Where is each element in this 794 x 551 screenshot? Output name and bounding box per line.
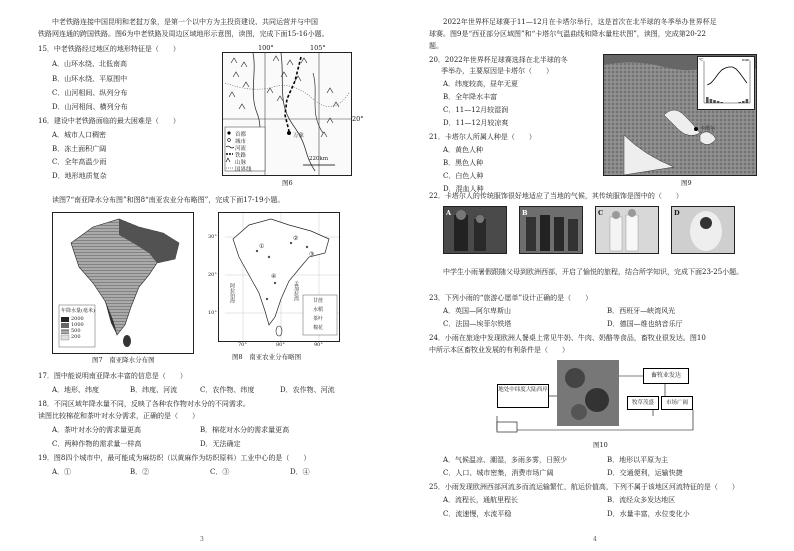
option[interactable]: C．流速慢，水流平稳 xyxy=(443,510,512,518)
photo-letter: B xyxy=(522,209,528,217)
intro-text: 中老铁路连接中国昆明和老挝万象，是第一个以中方为主投资建设、共同运营并与中国 xyxy=(52,18,318,26)
photo-letter: D xyxy=(674,209,680,217)
option[interactable]: A．气候温凉、潮湿，多雨多雾，日照少 xyxy=(443,456,568,464)
option[interactable]: A．纬度较高，昼年无夏 xyxy=(443,80,519,88)
legend-value: 200 xyxy=(71,334,81,340)
precip-bar xyxy=(706,97,709,103)
option[interactable]: D．德国—维也纳音乐厅 xyxy=(607,320,683,328)
question-24: 中所示本区畜牧业发展的有利条件是（ ） xyxy=(429,346,569,354)
city-marker-1: ① xyxy=(259,243,265,250)
precip-bar xyxy=(713,100,716,103)
option[interactable]: C．山河相间、纵列分布 xyxy=(52,89,128,97)
option[interactable]: D．11—12月较凉爽 xyxy=(443,119,509,127)
option[interactable]: A．城市人口稠密 xyxy=(52,131,107,139)
option[interactable]: A．山环水绕、北低南高 xyxy=(52,60,128,68)
option[interactable]: B．流经众多发达地区 xyxy=(607,496,676,504)
legend-city: 城市 xyxy=(235,139,247,145)
question-21: 21．卡塔尔人所属人种是（ ） xyxy=(429,133,536,141)
box-empty xyxy=(497,422,517,432)
option[interactable]: D．交通便利，运输快捷 xyxy=(607,469,683,477)
option[interactable]: B．冻土面积广阔 xyxy=(52,145,107,153)
legend-river: 河流 xyxy=(235,146,247,152)
legend-cotton: 棉花 xyxy=(313,325,324,331)
option[interactable]: D．水量丰富，水位变化小 xyxy=(607,510,690,518)
option[interactable]: D．农作物、河流 xyxy=(280,386,335,394)
legend-railway: 铁路 xyxy=(235,153,247,159)
longitude-label: 70° xyxy=(238,342,247,348)
figure-6-caption: 图6 xyxy=(282,179,293,187)
option[interactable]: A．黄色人种 xyxy=(443,146,484,154)
option[interactable]: B．地形以平原为主 xyxy=(607,456,669,464)
question-18: 18．不同区域年降水量不同，反映了各种农作物对水分的不同需求。 xyxy=(38,400,250,408)
longitude-label: 105° xyxy=(310,44,326,52)
longitude-label: 90° xyxy=(314,342,323,348)
page-number: 3 xyxy=(200,536,204,543)
option[interactable]: D．无法确定 xyxy=(200,440,241,448)
box-market: 市场广阔 xyxy=(661,396,693,410)
latitude-label: 20° xyxy=(208,272,217,278)
question-20: 20．2022年世界杯足球赛选择在北半球的冬 xyxy=(429,56,568,64)
option[interactable]: C．白色人种 xyxy=(443,172,484,180)
box-livestock-developed: 畜牧业发达 xyxy=(643,368,689,384)
legend-value: 500 xyxy=(71,328,81,334)
option[interactable]: C．人口、城市密集，消费市场广阔 xyxy=(443,469,554,477)
question-17: 17．图中能说明南亚降水丰富的信息是（ ） xyxy=(38,372,187,380)
option[interactable]: A．① xyxy=(52,468,72,476)
question-15: 15．中老铁路经过地区的地形特征是（ ） xyxy=(38,45,180,53)
temperature-unit: ℃ xyxy=(699,57,704,62)
sea-label: 阿拉伯海 xyxy=(229,283,235,303)
legend-value: 2000 xyxy=(71,316,84,322)
photo-option-d[interactable] xyxy=(671,206,735,254)
photo-option-b[interactable] xyxy=(519,206,583,254)
longitude-label: 80° xyxy=(276,342,285,348)
city-label-vientiane: 万象 xyxy=(293,133,305,139)
option[interactable]: A．英国—阿尔卑斯山 xyxy=(443,307,512,315)
question-24: 24．小雨在旅途中发现欧洲人餐桌上常见牛奶、牛肉、奶酪等食品，畜牧业很发达。图10 xyxy=(429,334,706,342)
option[interactable]: B．全年降水丰富 xyxy=(443,93,498,101)
page-number: 4 xyxy=(593,536,597,543)
option[interactable]: D．混血人种 xyxy=(443,185,484,193)
intro-text: 铁路网连通的跨国铁路。图6为中老铁路及周边区域地形示意图，读图，完成下面15-16小题。 xyxy=(38,30,329,38)
box-mid-latitude: 地处中纬度大陆西岸 xyxy=(497,384,549,408)
photo-option-a[interactable] xyxy=(443,206,507,254)
legend-capital: 首都 xyxy=(235,132,247,138)
figure-8-caption: 图8 南亚农业分布略图 xyxy=(232,353,302,361)
figure-8-map xyxy=(218,212,340,342)
precip-bar xyxy=(746,99,749,103)
precip-bar xyxy=(710,99,713,103)
option[interactable]: B．山环水绕、平原围中 xyxy=(52,75,128,83)
figure-7-map xyxy=(52,212,194,354)
precip-bar xyxy=(717,101,720,103)
option[interactable]: C．全年高温少雨 xyxy=(52,158,107,166)
option[interactable]: B．西班牙—峡湾风光 xyxy=(607,307,676,315)
option[interactable]: C．法国—埃菲尔铁塔 xyxy=(443,320,512,328)
intro-text: 题。 xyxy=(429,42,443,50)
legend-title: 年降水量(毫米) xyxy=(61,308,95,314)
option[interactable]: B．② xyxy=(130,468,150,476)
photo-options xyxy=(443,206,743,252)
sea-label: 孟加拉湾 xyxy=(293,281,299,301)
latitude-label: 30° xyxy=(208,234,217,240)
legend-rice: 水稻 xyxy=(313,307,324,313)
figure-9-caption: 图9 xyxy=(681,179,692,187)
location-label-qatar: 卡塔尔 xyxy=(700,126,716,132)
figure-10-caption: 图10 xyxy=(593,441,608,449)
option[interactable]: C．③ xyxy=(210,468,230,476)
photo-option-c[interactable] xyxy=(595,206,659,254)
precipitation-unit: mm xyxy=(742,57,750,62)
precip-bar xyxy=(742,101,745,103)
legend-border: 国界线 xyxy=(235,167,252,173)
intro-text: 中学生小雨暑假跟随父母到欧洲西部，开启了愉悦的旅程，结合所学知识，完成下面23-25小题。 xyxy=(443,268,744,276)
question-22: 22．卡塔尔人的传统服饰很好地适应了当地的气候，其传统服饰是图中的（ ） xyxy=(429,192,683,200)
option[interactable]: D．④ xyxy=(290,468,310,476)
question-16: 16．建设中老铁路面临的最大困难是（ ） xyxy=(38,117,180,125)
option[interactable]: C．11—12月较湿润 xyxy=(443,106,509,114)
figure-7-caption: 图7 南亚降水分布图 xyxy=(92,356,155,364)
intro-text: 读图7“南亚降水分布图”和图8“南亚农业分布略图”，完成下面17-19小题。 xyxy=(52,196,285,204)
intro-text: 2022年世界杯足球赛于11—12月在卡塔尔举行，这是首次在北半球的冬季举办世界杯足 xyxy=(443,18,717,26)
photo-letter: A xyxy=(446,209,452,217)
latitude-label: 20° xyxy=(352,115,364,123)
option[interactable]: A．流程长，通航里程长 xyxy=(443,496,519,504)
legend-value: 1000 xyxy=(71,322,84,328)
photo-letter: C xyxy=(598,209,604,217)
question-23: 23．下列小雨的“旅游心愿单”设计正确的是（ ） xyxy=(429,294,593,302)
option[interactable]: B．纬度、河流 xyxy=(130,386,178,394)
option[interactable]: B．黑色人种 xyxy=(443,159,484,167)
box-pasture: 牧草茂盛 xyxy=(627,396,659,410)
city-marker-4: ④ xyxy=(271,273,277,280)
city-marker-3: ③ xyxy=(309,251,315,258)
question-19: 19．图8四个城市中，最可能成为麻纺织（以黄麻作为纺织原料）工业中心的是（ ） xyxy=(38,454,311,462)
right-page xyxy=(397,0,794,551)
option[interactable]: A．茶叶对水分的需求量更高 xyxy=(52,426,142,434)
option[interactable]: C．两种作物的需求量一样高 xyxy=(52,440,142,448)
longitude-label: 100° xyxy=(258,44,274,52)
question-25: 25．小雨发现欧洲西部河流多而流运输繁忙，航运价值高，下列不属于该地区河流特征的是（ ） xyxy=(429,483,739,491)
question-20: 季举办，主要原因是卡塔尔（ ） xyxy=(441,67,553,75)
option[interactable]: C．农作物、纬度 xyxy=(200,386,255,394)
scale-label: 220km xyxy=(309,156,329,162)
legend-mountain: 山脉 xyxy=(235,160,247,166)
climate-chart xyxy=(697,56,755,110)
intro-text: 球赛。图9是“西亚部分区域图”和“卡塔尔气温曲线和降水量柱状图”，读图，完成第20-22 xyxy=(429,30,706,38)
figure-10-diagram xyxy=(493,356,713,436)
figure-6-map xyxy=(222,52,352,176)
question-18: 读图比较棉花和茶叶对水分需求，正确的是（ ） xyxy=(38,412,199,420)
city-marker-2: ② xyxy=(293,235,299,242)
option[interactable]: D．地形地质复杂 xyxy=(52,172,107,180)
latitude-label: 10° xyxy=(208,310,217,316)
climate-chart-svg xyxy=(698,57,754,109)
legend-sugarcane: 甘蔗 xyxy=(313,298,324,304)
legend-tea: 茶叶 xyxy=(313,316,324,322)
option[interactable]: D．山河相间、横列分布 xyxy=(52,103,128,111)
option[interactable]: A．地形、纬度 xyxy=(52,386,100,394)
option[interactable]: B．棉花对水分的需求量更高 xyxy=(200,426,290,434)
